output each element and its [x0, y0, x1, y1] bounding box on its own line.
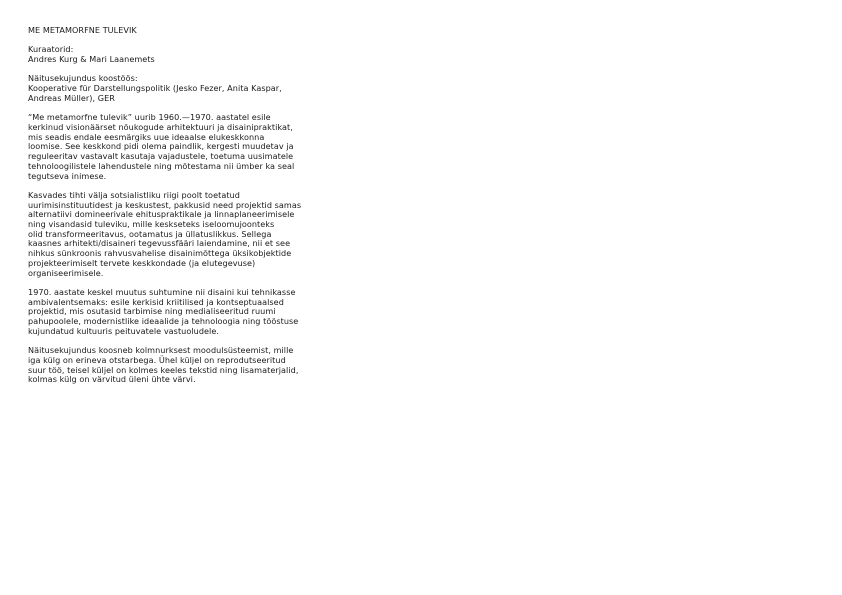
text-line: alternatiivi domineerivale ehituspraktikale ja linnaplaneerimisele [28, 209, 295, 220]
exhibition-title: ME METAMORFNE TULEVIK [28, 25, 137, 35]
text-line: pahupoolele, modernistlike ideaalide ja tehnoloogia ning tööstuse [28, 316, 299, 327]
exhibition-title-block [28, 26, 348, 36]
design-line: Andreas Müller), GER [28, 92, 115, 103]
text-line: nihkus sünkroonis rahvusvahelise disainimõttega üksikobjektide [28, 248, 292, 259]
text-line: loomise. See keskkond pidi olema paindlik, kergesti muudetav ja [28, 141, 294, 152]
text-line: olid transformeeritavus, ootamatus ja üllatuslikkus. Sellega [28, 228, 272, 239]
text-line: kujundatud kultuuris peituvatele vastuoludele. [28, 325, 219, 336]
paragraph-1 [28, 113, 348, 181]
text-line: ambivalentsemaks: esile kerkisid kriitilised ja kontseptuaalsed [28, 296, 284, 307]
text-line: ning visandasid tuleviku, mille keskseteks iseloomujoonteks [28, 219, 275, 229]
text-line: Kasvades tihti välja sotsialistliku riigi poolt toetatud [28, 189, 240, 200]
design-block [28, 74, 348, 103]
text-line: kerkinud visionäärset nõukogude arhitektuuri ja disainipraktikat, [28, 121, 293, 132]
text-line: iga külg on erineva otstarbega. Ühel küljel on reprodutseeritud [28, 354, 286, 365]
document-page [28, 26, 348, 395]
paragraph-3 [28, 288, 348, 337]
text-line: suur töö, teisel küljel on kolmes keeles tekstid ning lisamaterjalid, [28, 364, 299, 375]
text-line: organiseerimisele. [28, 267, 104, 278]
paragraph-2 [28, 191, 348, 278]
curators-label: Kuraatorid: [28, 44, 74, 55]
text-line: tegutseva inimese. [28, 170, 107, 181]
text-line: mis seadis endale eesmärgiks uue ideaalse elukeskkonna [28, 131, 265, 142]
paragraph-4 [28, 346, 348, 385]
design-line: Kooperative für Darstellungspolitik (Jesko Fezer, Anita Kaspar, [28, 83, 282, 94]
text-line: kolmas külg on värvitud üleni ühte värvi. [28, 374, 196, 385]
text-line: projektid, mis osutasid tarbimise ning medialiseeritud ruumi [28, 306, 276, 317]
text-line: tehnoloogilistele lahendustele ning mõtestama nii ümber ka seal [28, 160, 295, 171]
text-line: kaasnes arhitekti/disaineri tegevussfääri laiendamine, nii et see [28, 238, 291, 249]
text-line: projekteerimiselt tervete keskkondade (ja elutegevuse) [28, 257, 256, 268]
curators-block [28, 45, 348, 64]
text-line: reguleeritav vastavalt kasutaja vajadustele, toetuma uusimatele [28, 151, 294, 162]
text-line: Näitusekujundus koosneb kolmnurksest moodulsüsteemist, mille [28, 345, 294, 356]
text-line: “Me metamorfne tulevik” uurib 1960.—1970. aastatel esile [28, 112, 271, 123]
design-label: Näitusekujundus koostöös: [28, 73, 138, 84]
text-line: 1970. aastate keskel muutus suhtumine nii disaini kui tehnikasse [28, 286, 296, 297]
text-line: uurimisinstituutidest ja keskustest, pakkusid need projektid samas [28, 199, 302, 210]
curators-names: Andres Kurg & Mari Laanemets [28, 54, 155, 65]
